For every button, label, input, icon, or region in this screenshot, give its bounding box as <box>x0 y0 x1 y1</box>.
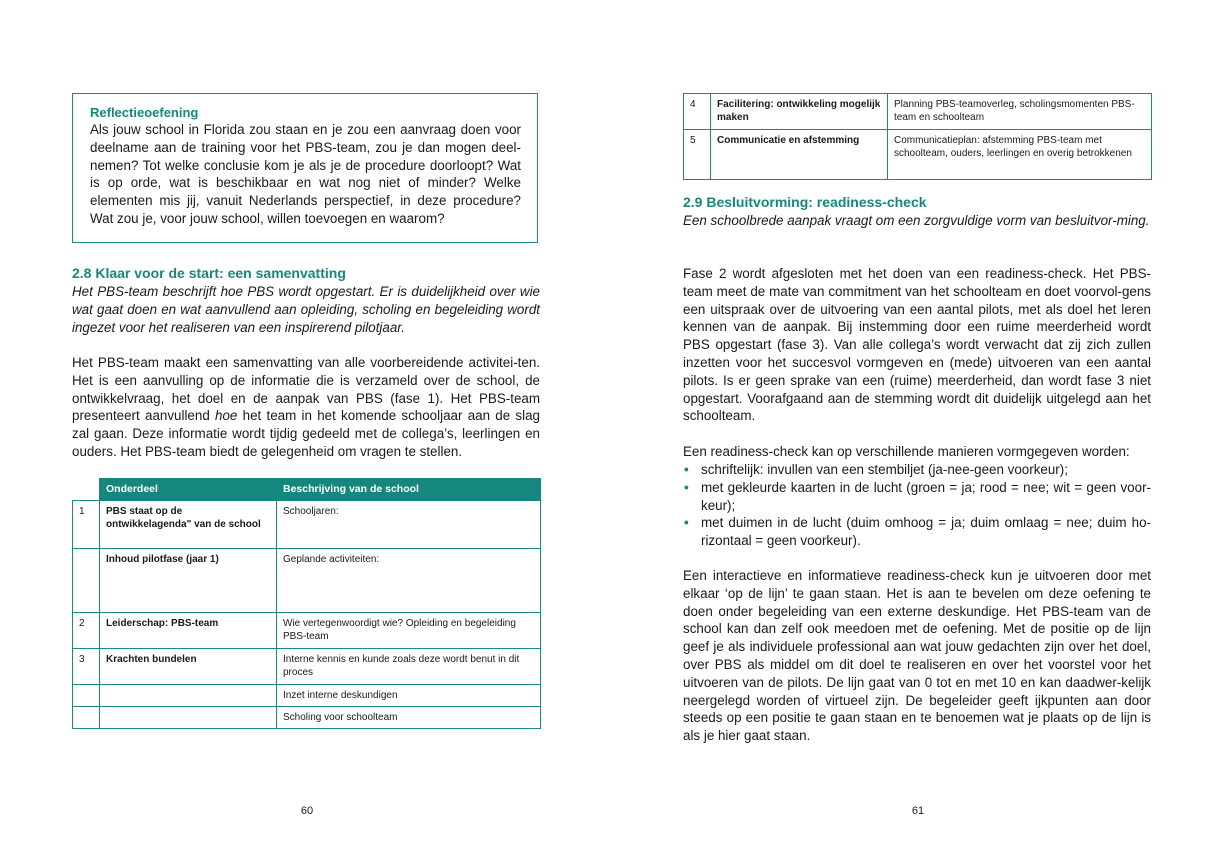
pbs-start-table <box>72 478 541 729</box>
summary-text-2: het team in het komende schooljaar aan de slag zal gaan. Deze informatie wordt tijdig gedeeld met de collega’s, leerlingen en ouders. Het PBS-team biedt de gelegenheid om vragen te stellen. <box>72 408 540 459</box>
reflection-body: Als jouw school in Florida zou staan en je zou een aanvraag doen voor deelname aan de training voor het PBS-team, zou je dan mogen deel-nemen? Tot welke conclusie kom je als je de procedure doorloopt? Wat is op orde, wat is beschikbaar en wat nog niet of minder? Welke elementen mis jij, vanuit Nederlands perspectief, in deze procedure? Wat zou je, voor jouw school, willen toevoegen en waarom? <box>90 122 521 226</box>
row-part: Facilitering: ontwikkeling mogelijk maken <box>711 94 888 130</box>
row-number: 1 <box>73 501 100 549</box>
pbs-start-table-continued <box>683 93 1152 180</box>
section-heading-2-8: 2.8 Klaar voor de start: een samenvatting <box>72 265 346 281</box>
bullet-icon: • <box>684 462 689 477</box>
section-lead-2-8: Het PBS-team beschrijft hoe PBS wordt opgestart. Er is duidelijkheid over wie wat gaat doen en wat aanvullend aan opleiding, scholing en begeleiding wordt ingezet voor het realiseren van een inspirerend pilotjaar. <box>72 284 540 335</box>
row-part: PBS staat op de ontwikkelagenda" van de school <box>100 501 277 549</box>
row-number <box>73 549 100 613</box>
table-row <box>684 130 1152 180</box>
table-row <box>73 685 541 707</box>
list-item-text: met gekleurde kaarten in de lucht (groen = ja; rood = nee; wit = geen voor-keur); <box>701 479 1151 513</box>
row-description: Wie vertegenwoordigt wie? Opleiding en begeleiding PBS-team <box>277 613 541 649</box>
readiness-paragraph-2: Een readiness-check kan op verschillende manieren vormgegeven worden: <box>683 444 1130 459</box>
bullet-icon: • <box>684 479 689 495</box>
row-number: 2 <box>73 613 100 649</box>
list-item <box>683 461 1151 479</box>
bullet-icon: • <box>684 515 689 531</box>
row-description: Communicatieplan: afstemming PBS-team met schoolteam, ouders, leerlingen en overig betrokkenen <box>888 130 1152 180</box>
row-number: 4 <box>684 94 711 130</box>
table-row <box>73 613 541 649</box>
list-item <box>683 514 1151 550</box>
table-header-description: Beschrijving van de school <box>277 479 541 501</box>
table-row <box>73 649 541 685</box>
readiness-paragraph-1: Fase 2 wordt afgesloten met het doen van een readiness-check. Het PBS-team meet de mate van commitment van het schoolteam en doet voorvol-gens een uitspraak over de uitvoering van een aantal pilots, met als doel het leren kennen van de aanpak. Bij instemming door een ruime meerderheid wordt PBS opgestart (fase 3). Van alle collega’s wordt verwacht dat zij zich zullen inzetten voor het succesvol vormgeven en (mede) uitvoeren van een aantal pilots. Is er geen sprake van een (ruime) meerderheid, dan wordt fase 3 niet opgestart. Voorafgaand aan de stemming wordt dit duidelijk uitgelegd aan het schoolteam. <box>683 266 1151 424</box>
readiness-method-list <box>683 461 1151 550</box>
row-part: Inhoud pilotfase (jaar 1) <box>100 549 277 613</box>
row-description: Schooljaren: <box>277 501 541 549</box>
row-part: Leiderschap: PBS-team <box>100 613 277 649</box>
row-number: 3 <box>73 649 100 685</box>
reflection-title: Reflectieoefening <box>90 105 199 120</box>
row-number <box>73 707 100 729</box>
row-number <box>73 685 100 707</box>
row-description: Scholing voor schoolteam <box>277 707 541 729</box>
table-row <box>73 707 541 729</box>
table-row <box>73 549 541 613</box>
row-part <box>100 707 277 729</box>
table-header-part: Onderdeel <box>100 479 277 501</box>
summary-text-1: Het PBS-team maakt een samenvatting van alle voorbereidende activitei-ten. Het is een aanvulling op de informatie die is verzameld over de school, de ontwikkelvraag, het doel en de aanpak van PBS (fase 1). Het PBS-team presenteert aanvullend <box>72 355 540 424</box>
row-description: Interne kennis en kunde zoals deze wordt benut in dit proces <box>277 649 541 685</box>
table-row <box>684 94 1152 130</box>
row-part <box>100 685 277 707</box>
section-lead-2-9: Een schoolbrede aanpak vraagt om een zorgvuldige vorm van besluitvor-ming. <box>683 213 1150 228</box>
summary-paragraph <box>72 354 540 461</box>
table-row <box>73 501 541 549</box>
list-item-text: schriftelijk: invullen van een stembiljet (ja-nee-geen voorkeur); <box>701 462 1068 477</box>
list-item <box>683 479 1151 515</box>
readiness-paragraph-3: Een interactieve en informatieve readiness-check kun je uitvoeren door met elkaar ‘op de lijn’ te gaan staan. Het is aan te bevelen om deze oefening te doen onder begeleiding van een externe deskundige. Het PBS-team van de school kan dan zelf ook meedoen met de oefening. Met de positie op de lijn geef je als individuele professional aan wat jouw gedachten zijn over het doel, over PBS als middel om dit doel te realiseren en over het voorstel voor het uitvoeren van de pilots. De lijn gaat van 0 tot en met 10 en kan daadwer-kelijk neergelegd worden of virtueel zijn. De begeleider geeft ijkpunten aan door steeds op een positie te gaan staan en te benoemen wat je plaats op de lijn is als je hier gaat staan. <box>683 568 1151 744</box>
summary-emphasis: hoe <box>215 408 238 424</box>
row-part: Krachten bundelen <box>100 649 277 685</box>
reflection-box <box>72 93 538 243</box>
section-heading-2-9: 2.9 Besluitvorming: readiness-check <box>683 194 927 210</box>
right-page <box>611 0 1222 866</box>
page-number-right: 61 <box>911 805 925 817</box>
table-header-row <box>73 479 541 501</box>
table-header-blank <box>73 479 100 501</box>
list-item-text: met duimen in de lucht (duim omhoog = ja; duim omlaag = nee; duim ho-rizontaal = geen voorkeur). <box>701 515 1151 549</box>
row-part: Communicatie en afstemming <box>711 130 888 180</box>
row-description: Planning PBS-teamoverleg, scholingsmomenten PBS-team en schoolteam <box>888 94 1152 130</box>
row-number: 5 <box>684 130 711 180</box>
row-description: Geplande activiteiten: <box>277 549 541 613</box>
row-description: Inzet interne deskundigen <box>277 685 541 707</box>
page-number-left: 60 <box>300 805 314 817</box>
